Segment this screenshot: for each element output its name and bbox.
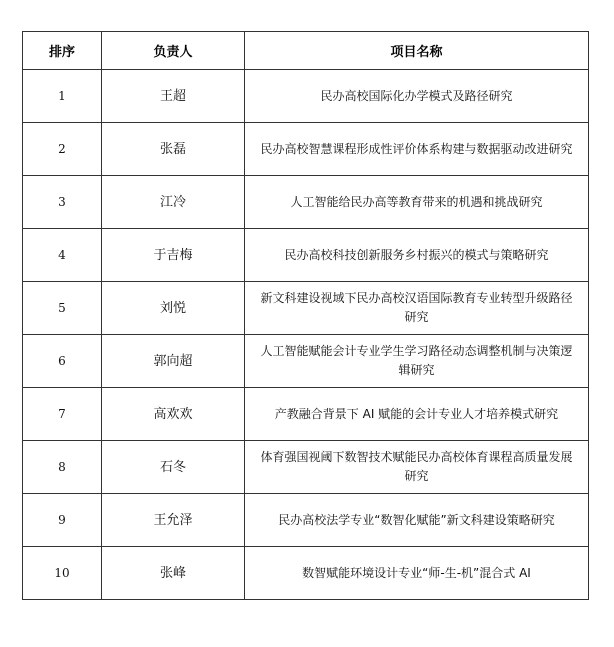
header-owner: 负责人 (102, 32, 245, 70)
owner-cell: 刘悦 (102, 282, 245, 335)
title-text: 人工智能给民办高等教育带来的机遇和挑战研究 (290, 194, 543, 209)
title-text: 人工智能赋能会计专业学生学习路径动态调整机制与决策逻辑研究 (260, 344, 573, 377)
table-header-row (23, 32, 589, 70)
owner-cell: 郭向超 (102, 335, 245, 388)
title-cell (245, 441, 589, 494)
owner-cell: 张磊 (102, 123, 245, 176)
table-row (23, 123, 589, 176)
table-row (23, 282, 589, 335)
table-body (23, 70, 589, 600)
rank-cell: 8 (23, 441, 102, 494)
project-table (22, 31, 589, 600)
owner-cell: 江冷 (102, 176, 245, 229)
rank-cell: 6 (23, 335, 102, 388)
title-text: 民办高校科技创新服务乡村振兴的模式与策略研究 (284, 247, 549, 262)
table-row (23, 70, 589, 123)
title-cell (245, 70, 589, 123)
table-row (23, 388, 589, 441)
title-text: 体育强国视阈下数智技术赋能民办高校体育课程高质量发展研究 (260, 450, 573, 483)
title-cell (245, 282, 589, 335)
table-row (23, 494, 589, 547)
rank-cell: 4 (23, 229, 102, 282)
title-cell (245, 123, 589, 176)
table-row (23, 229, 589, 282)
header-title: 项目名称 (245, 32, 589, 70)
table-row (23, 547, 589, 600)
rank-cell: 9 (23, 494, 102, 547)
title-text: 产教融合背景下 AI 赋能的会计专业人才培养模式研究 (274, 406, 559, 421)
rank-cell: 10 (23, 547, 102, 600)
owner-cell: 王超 (102, 70, 245, 123)
owner-cell: 张峰 (102, 547, 245, 600)
owner-cell: 石冬 (102, 441, 245, 494)
title-cell (245, 494, 589, 547)
title-text: 民办高校国际化办学模式及路径研究 (320, 88, 513, 103)
rank-cell: 2 (23, 123, 102, 176)
table-row (23, 441, 589, 494)
table-row (23, 176, 589, 229)
title-text: 新文科建设视域下民办高校汉语国际教育专业转型升级路径研究 (260, 291, 573, 324)
title-cell (245, 229, 589, 282)
project-list-sheet (22, 31, 589, 600)
title-cell (245, 176, 589, 229)
owner-cell: 高欢欢 (102, 388, 245, 441)
owner-cell: 王允泽 (102, 494, 245, 547)
title-text: 民办高校法学专业“数智化赋能”新文科建设策略研究 (278, 512, 555, 527)
table-row (23, 335, 589, 388)
title-cell (245, 547, 589, 600)
title-cell (245, 335, 589, 388)
owner-cell: 于吉梅 (102, 229, 245, 282)
rank-cell: 7 (23, 388, 102, 441)
title-cell (245, 388, 589, 441)
rank-cell: 3 (23, 176, 102, 229)
title-text: 民办高校智慧课程形成性评价体系构建与数据驱动改进研究 (260, 141, 573, 156)
rank-cell: 5 (23, 282, 102, 335)
rank-cell: 1 (23, 70, 102, 123)
title-text: 数智赋能环境设计专业“师-生-机”混合式 AI (302, 565, 531, 580)
header-rank: 排序 (23, 32, 102, 70)
